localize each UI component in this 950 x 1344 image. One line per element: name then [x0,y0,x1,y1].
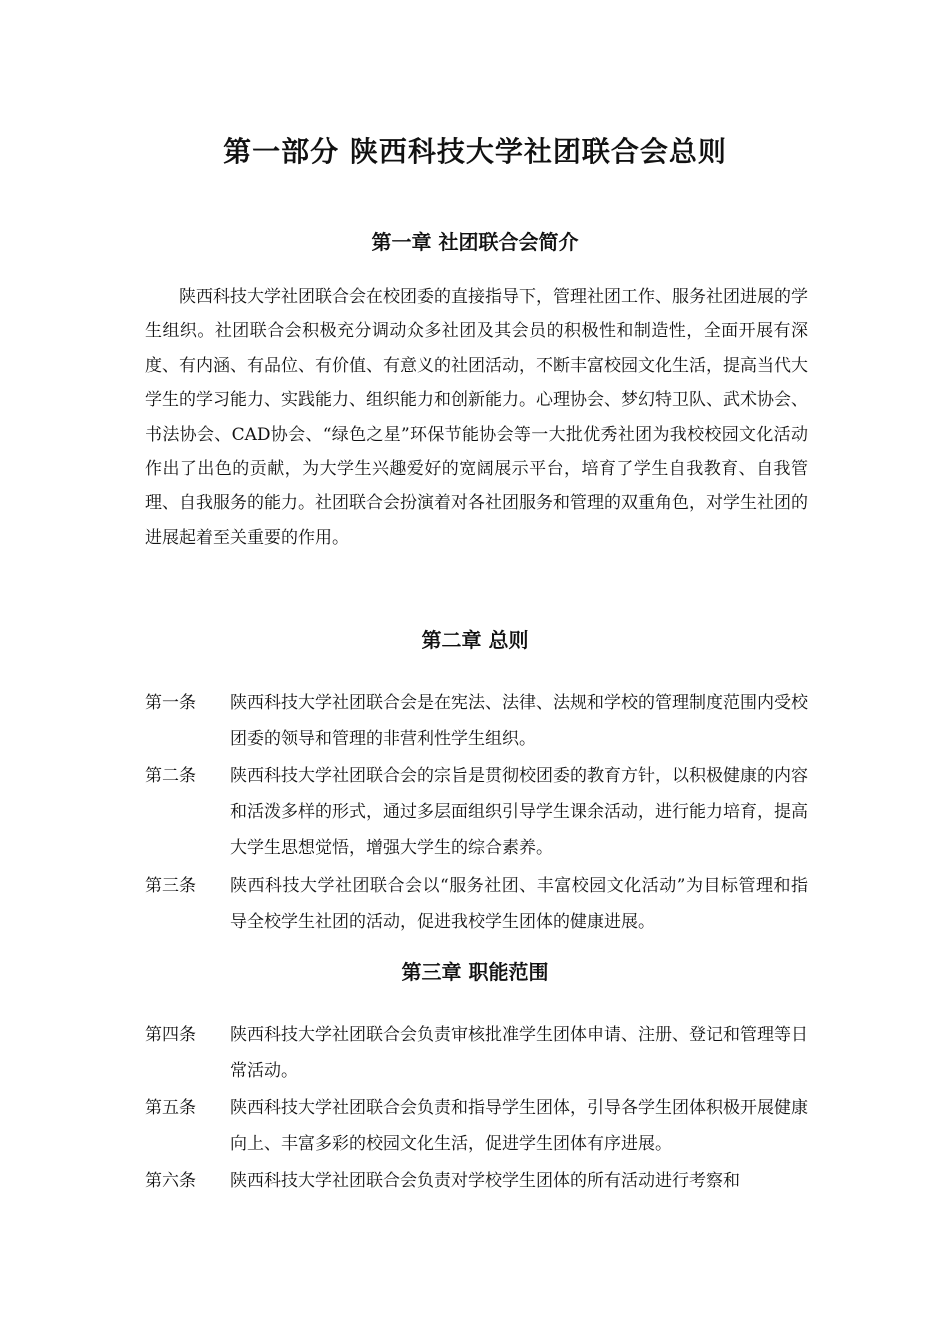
article-number: 第四条 [145,1025,196,1045]
part-title: 第一部分 陕西科技大学社团联合会总则 [223,135,727,168]
article-1 [145,685,808,757]
chapter1-paragraph: 陕西科技大学社团联合会在校团委的直接指导下，管理社团工作、服务社团进展的学生组织。社团联合会积极充分调动众多社团及其会员的积极性和制造性，全面开展有深度、有内涵、有品位、有价值、有意义的社团活动，不断丰富校园文化生活，提高当代大学生的学习能力、实践能力、组织能力和创新能力。心理协会、梦幻特卫队、武术协会、书法协会、CAD协会、“绿色之星”环保节能协会等一大批优秀社团为我校校园文化活动作出了出色的贡献，为大学生兴趣爱好的宽阔展示平台，培育了学生自我教育、自我管理、自我服务的能力。社团联合会扮演着对各社团服务和管理的双重角色，对学生社团的进展起着至关重要的作用。 [145,287,808,548]
article-number: 第三条 [145,876,196,896]
article-3 [145,868,808,940]
article-number: 第二条 [145,766,196,786]
chapter-title-1: 第一章 社团联合会简介 [371,230,579,254]
article-text: 陕西科技大学社团联合会的宗旨是贯彻校团委的教育方针，以积极健康的内容和活泼多样的形式，通过多层面组织引导学生课余活动，进行能力培育，提高大学生思想觉悟，增强大学生的综合素养。 [230,766,808,858]
chapter-title-3: 第三章 职能范围 [401,960,549,984]
article-text: 陕西科技大学社团联合会以“服务社团、丰富校园文化活动”为目标管理和指导全校学生社团的活动，促进我校学生团体的健康进展。 [230,876,808,932]
article-4 [145,1017,808,1089]
article-2 [145,758,808,866]
article-6 [145,1163,808,1199]
article-text: 陕西科技大学社团联合会是在宪法、法律、法规和学校的管理制度范围内受校团委的领导和管理的非营利性学生组织。 [230,693,808,749]
article-number: 第一条 [145,693,196,713]
chapter-title-2: 第二章 总则 [421,628,529,652]
article-number: 第六条 [145,1171,196,1191]
article-text: 陕西科技大学社团联合会负责审核批准学生团体申请、注册、登记和管理等日常活动。 [230,1025,808,1081]
article-text: 陕西科技大学社团联合会负责对学校学生团体的所有活动进行考察和 [230,1171,740,1191]
article-5 [145,1090,808,1162]
article-text: 陕西科技大学社团联合会负责和指导学生团体，引导各学生团体积极开展健康向上、丰富多彩的校园文化生活，促进学生团体有序进展。 [230,1098,808,1154]
article-number: 第五条 [145,1098,196,1118]
